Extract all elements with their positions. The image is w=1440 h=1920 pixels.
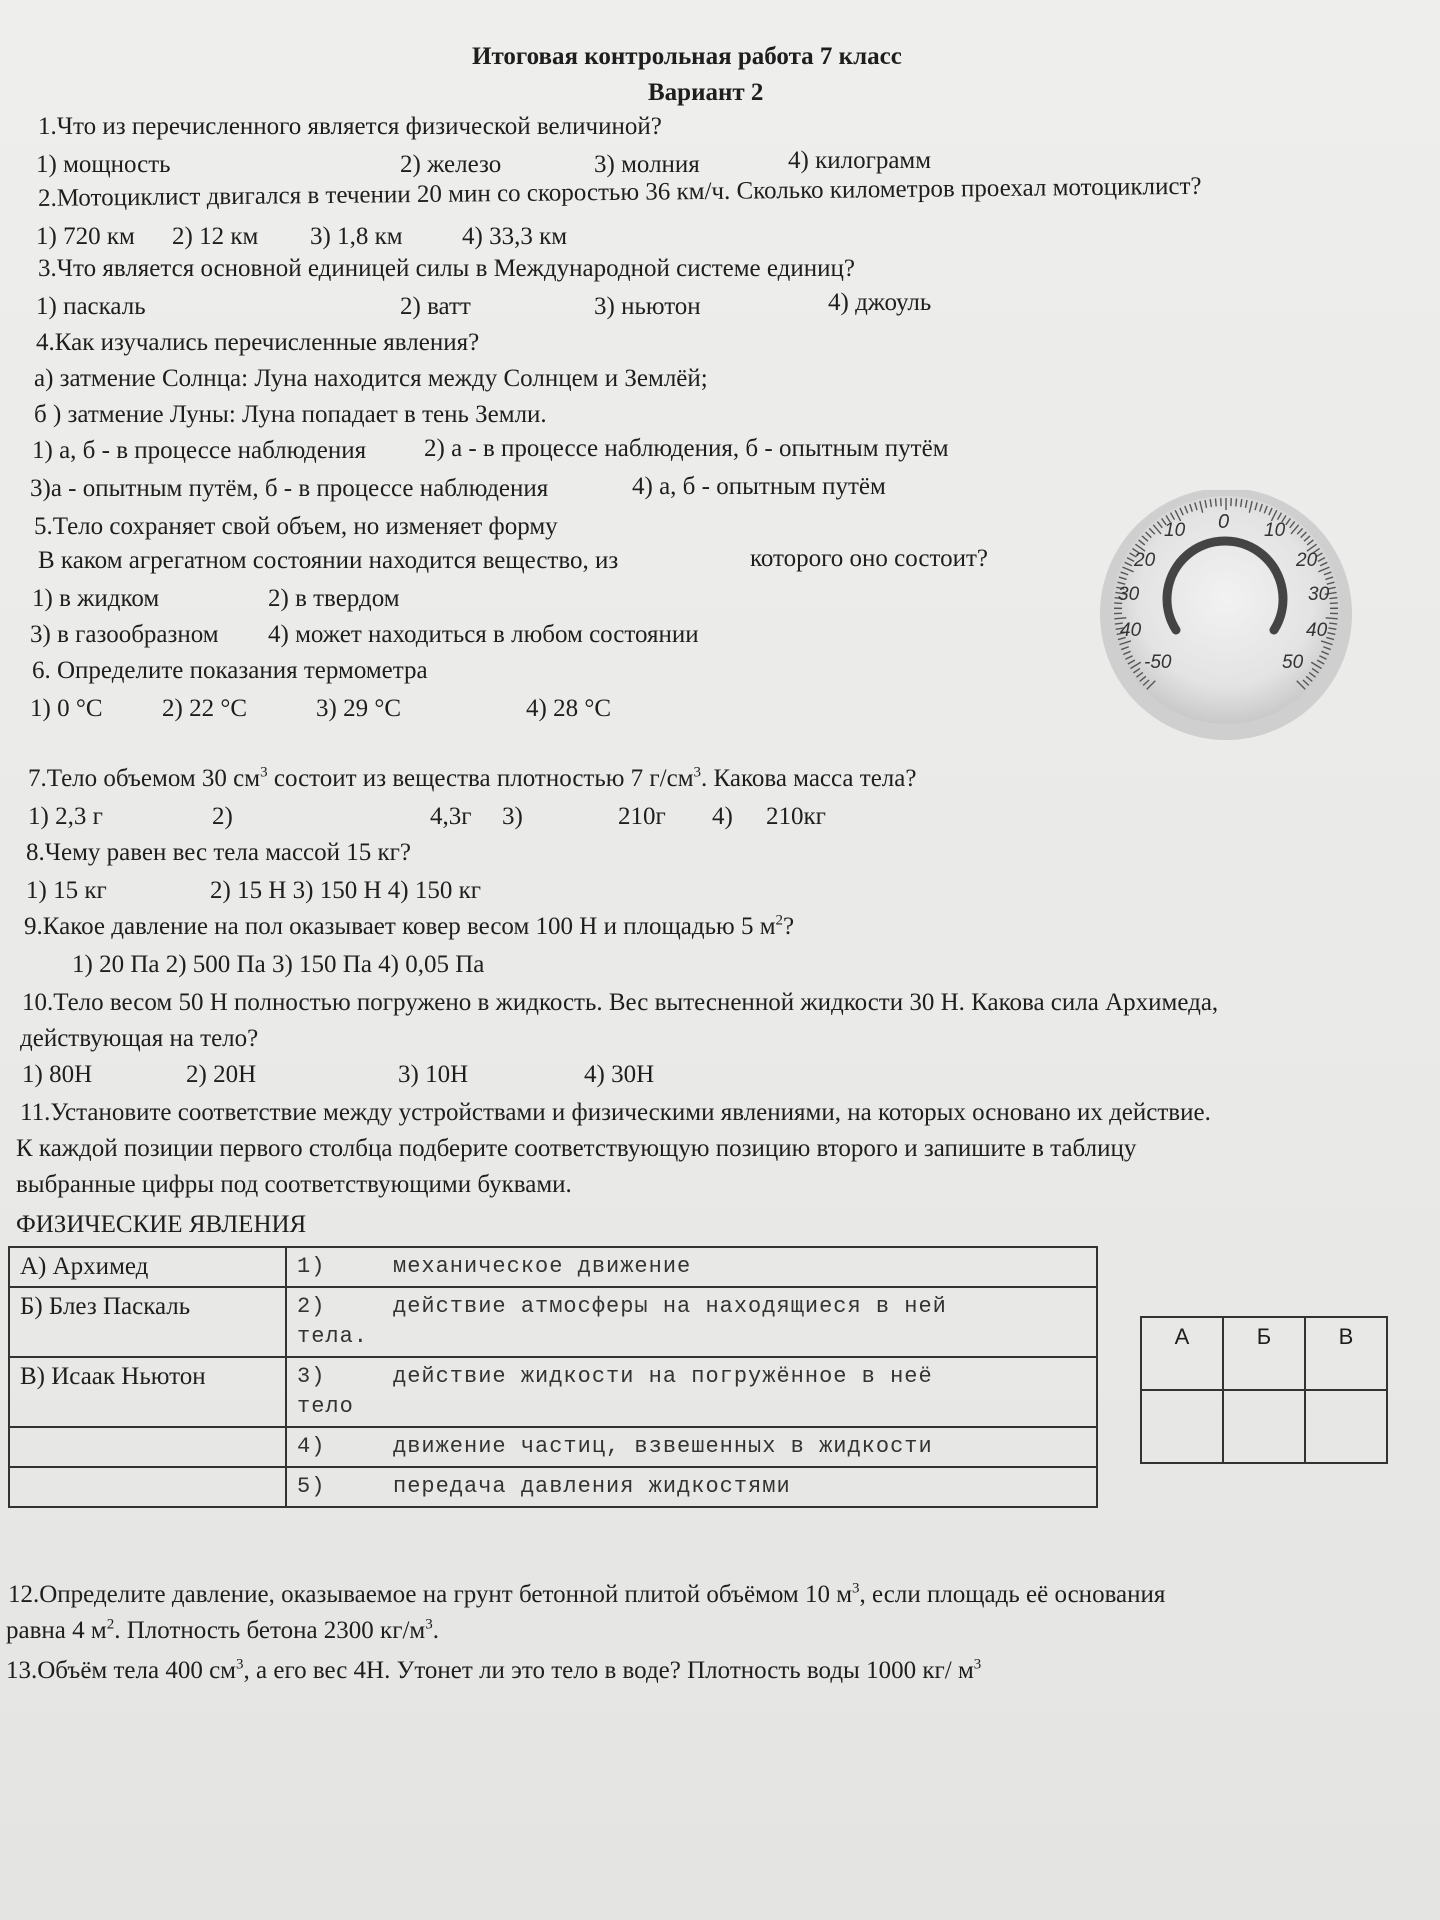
q2-option-1: 1) 720 км <box>36 223 135 250</box>
question-6: 6. Определите показания термометра <box>32 657 428 684</box>
question-7 <box>28 764 916 794</box>
question-5: 5.Тело сохраняет свой объем, но изменяет форму <box>34 513 558 540</box>
q7-option-1: 1) 2,3 г <box>28 803 103 830</box>
q9-text-b: ? <box>783 913 795 940</box>
q1-option-1: 1) мощность <box>36 151 171 178</box>
row-number: 4) <box>297 1434 326 1459</box>
answer-cell-a[interactable] <box>1141 1390 1223 1463</box>
question-10-line2: действующая на тело? <box>20 1025 259 1052</box>
q10-option-4: 4) 30Н <box>584 1061 655 1088</box>
q4-item-b: б ) затмение Луны: Луна попадает в тень Земли. <box>34 401 547 428</box>
table-row <box>9 1357 1097 1427</box>
table-cell-left: В) Исаак Ньютон <box>9 1357 286 1427</box>
dial-tick <box>1215 498 1216 506</box>
dial-tick <box>1329 623 1337 624</box>
q2-option-4: 4) 33,3 км <box>462 223 568 250</box>
q12-text-b: , если площадь её основания <box>859 1581 1166 1608</box>
row-text: передача давления жидкостями <box>393 1474 791 1499</box>
table-row <box>9 1467 1097 1507</box>
table-cell-left <box>9 1467 286 1507</box>
q7-sup-1: 3 <box>260 764 268 781</box>
q1-option-3: 3) молния <box>594 151 700 178</box>
q13-text-a: 13.Объём тела 400 см <box>6 1657 237 1684</box>
table-cell-right <box>286 1467 1097 1507</box>
question-12 <box>8 1580 1165 1610</box>
dial-tick <box>1114 618 1126 619</box>
q12-text-c: равна 4 м <box>6 1617 107 1644</box>
dial-tick <box>1329 598 1337 599</box>
q3-option-4: 4) джоуль <box>828 289 932 316</box>
table-cell-right <box>286 1357 1097 1427</box>
q7-option-4-label: 4) <box>712 803 733 830</box>
row-number: 2) <box>297 1294 326 1319</box>
answer-header-b: Б <box>1223 1317 1305 1390</box>
q5-option-2: 2) в твердом <box>268 585 400 612</box>
dial-label-right-20: 20 <box>1296 550 1318 571</box>
q3-option-1: 1) паскаль <box>36 293 146 320</box>
q12-text-e: . <box>432 1617 439 1644</box>
thermometer-dial <box>1098 490 1358 750</box>
question-5-line2b: которого оно состоит? <box>750 545 988 572</box>
q12-sup-2: 2 <box>106 1616 115 1633</box>
q2-option-2: 2) 12 км <box>172 223 259 250</box>
row-text-cont: тело <box>297 1394 354 1419</box>
q4-option-2: 2) а - в процессе наблюдения, б - опытным путём <box>424 435 949 462</box>
q7-text-a: 7.Тело объемом 30 см <box>28 765 261 792</box>
q7-sup-2: 3 <box>693 764 702 781</box>
q10-option-3: 3) 10Н <box>398 1061 469 1088</box>
row-text: действие жидкости на погружённое в неё <box>393 1364 933 1389</box>
q12-text-a: 12.Определите давление, оказываемое на грунт бетонной плитой объёмом 10 м <box>8 1581 853 1608</box>
table-row <box>9 1427 1097 1467</box>
q6-option-3: 3) 29 °С <box>316 695 401 722</box>
dial-label-right-50: 50 <box>1282 652 1304 673</box>
q13-text-b: , а его вес 4Н. Утонет ли это тело в воде? Плотность воды 1000 кг/ м <box>243 1657 974 1684</box>
q13-sup-2: 3 <box>973 1656 982 1673</box>
matching-table-heading: ФИЗИЧЕСКИЕ ЯВЛЕНИЯ <box>16 1211 307 1238</box>
q5-option-4: 4) может находиться в любом состоянии <box>268 621 699 648</box>
dial-label-left-20: 20 <box>1134 550 1156 571</box>
dial-label-0: 0 <box>1218 511 1230 533</box>
q9-text-a: 9.Какое давление на пол оказывает ковер весом 100 Н и площадью 5 м <box>24 913 776 940</box>
q6-option-4: 4) 28 °С <box>526 695 611 722</box>
question-3: 3.Что является основной единицей силы в Международной системе единиц? <box>38 255 855 282</box>
question-11: 11.Установите соответствие между устройствами и физическими явлениями, на которых основано их действие. <box>20 1099 1211 1126</box>
table-cell-right <box>286 1427 1097 1467</box>
row-text-cont: тела. <box>297 1324 369 1349</box>
row-number: 5) <box>297 1474 326 1499</box>
dial-label-left-10: 10 <box>1164 520 1186 541</box>
q6-option-1: 1) 0 °С <box>30 695 103 722</box>
answer-header-a: А <box>1141 1317 1223 1390</box>
dial-tick <box>1330 603 1338 604</box>
q3-option-2: 2) ватт <box>400 293 471 320</box>
table-row <box>9 1247 1097 1287</box>
q7-option-2-value: 4,3г <box>430 803 472 830</box>
question-2: 2.Мотоциклист двигался в течении 20 мин со скоростью 36 км/ч. Сколько километров проехал мотоциклист? <box>37 172 1202 212</box>
question-4: 4.Как изучались перечисленные явления? <box>36 329 480 356</box>
dial-tick <box>1326 618 1338 619</box>
question-11-line3: выбранные цифры под соответствующими буквами. <box>16 1171 572 1198</box>
q7-option-2-label: 2) <box>212 803 233 830</box>
question-5-line2a: В каком агрегатном состоянии находится вещество, из <box>38 547 619 574</box>
row-text: движение частиц, взвешенных в жидкости <box>393 1434 933 1459</box>
dial-label-right-30: 30 <box>1308 584 1330 605</box>
question-11-line2: К каждой позиции первого столбца подберите соответствующую позицию второго и запишите в таблицу <box>16 1135 1137 1162</box>
q4-option-1: 1) а, б - в процессе наблюдения <box>32 437 367 464</box>
q7-text-b: состоит из вещества плотностью 7 г/см <box>267 765 694 792</box>
q8-option-1: 1) 15 кг <box>26 877 107 904</box>
question-8: 8.Чему равен вес тела массой 15 кг? <box>26 839 412 866</box>
answer-cell-v[interactable] <box>1305 1390 1387 1463</box>
q1-option-4: 4) килограмм <box>788 147 932 174</box>
dial-label-left-50: -50 <box>1144 652 1172 673</box>
q7-option-3-label: 3) <box>502 803 523 830</box>
variant-label: Вариант 2 <box>648 79 764 106</box>
q5-option-1: 1) в жидком <box>32 585 160 612</box>
table-cell-right <box>286 1247 1097 1287</box>
row-number: 3) <box>297 1364 326 1389</box>
q3-option-3: 3) ньютон <box>594 293 701 320</box>
answer-header-v: В <box>1305 1317 1387 1390</box>
q8-options-2-4: 2) 15 Н 3) 150 Н 4) 150 кг <box>210 877 481 904</box>
q9-sup: 2 <box>775 912 784 929</box>
dial-label-left-40: 40 <box>1120 620 1142 641</box>
q10-option-1: 1) 80Н <box>22 1061 93 1088</box>
q6-option-2: 2) 22 °С <box>162 695 247 722</box>
q12-sup-1: 3 <box>852 1580 860 1597</box>
row-text: механическое движение <box>393 1254 692 1279</box>
q7-option-4-value: 210кг <box>766 803 826 830</box>
question-9 <box>24 912 794 942</box>
q10-option-2: 2) 20Н <box>186 1061 257 1088</box>
table-cell-right <box>286 1287 1097 1357</box>
q2-option-3: 3) 1,8 км <box>310 223 403 250</box>
q1-option-2: 2) железо <box>400 151 502 178</box>
question-13 <box>6 1656 981 1686</box>
worksheet-title: Итоговая контрольная работа 7 класс <box>472 43 902 70</box>
table-row <box>9 1287 1097 1357</box>
table-cell-left <box>9 1427 286 1467</box>
q9-options: 1) 20 Па 2) 500 Па 3) 150 Па 4) 0,05 Па <box>72 951 485 978</box>
dial-label-right-10: 10 <box>1264 520 1286 541</box>
question-12-line2 <box>6 1616 439 1646</box>
q4-option-4: 4) а, б - опытным путём <box>632 473 886 500</box>
q13-sup-1: 3 <box>236 1656 244 1673</box>
q12-text-d: . Плотность бетона 2300 кг/м <box>114 1617 426 1644</box>
question-1: 1.Что из перечисленного является физической величиной? <box>38 113 662 140</box>
q4-item-a: а) затмение Солнца: Луна находится между Солнцем и Землёй; <box>34 365 708 392</box>
table-cell-left: Б) Блез Паскаль <box>9 1287 286 1357</box>
q4-option-3: 3)а - опытным путём, б - в процессе наблюдения <box>30 475 549 502</box>
dial-tick <box>1236 498 1237 506</box>
q7-option-3-value: 210г <box>618 803 666 830</box>
table-cell-left: А) Архимед <box>9 1247 286 1287</box>
answer-cell-b[interactable] <box>1223 1390 1305 1463</box>
matching-table <box>8 1246 1098 1508</box>
q5-option-3: 3) в газообразном <box>30 621 219 648</box>
row-number: 1) <box>297 1254 326 1279</box>
question-10: 10.Тело весом 50 Н полностью погружено в жидкость. Вес вытесненной жидкости 30 Н. Какова сила Архимеда, <box>22 989 1219 1016</box>
dial-label-left-30: 30 <box>1118 584 1140 605</box>
answer-table <box>1140 1316 1388 1464</box>
q7-text-c: . Какова масса тела? <box>701 765 917 792</box>
row-text: действие атмосферы на находящиеся в ней <box>393 1294 947 1319</box>
dial-label-right-40: 40 <box>1306 620 1328 641</box>
q12-sup-3: 3 <box>425 1616 433 1633</box>
